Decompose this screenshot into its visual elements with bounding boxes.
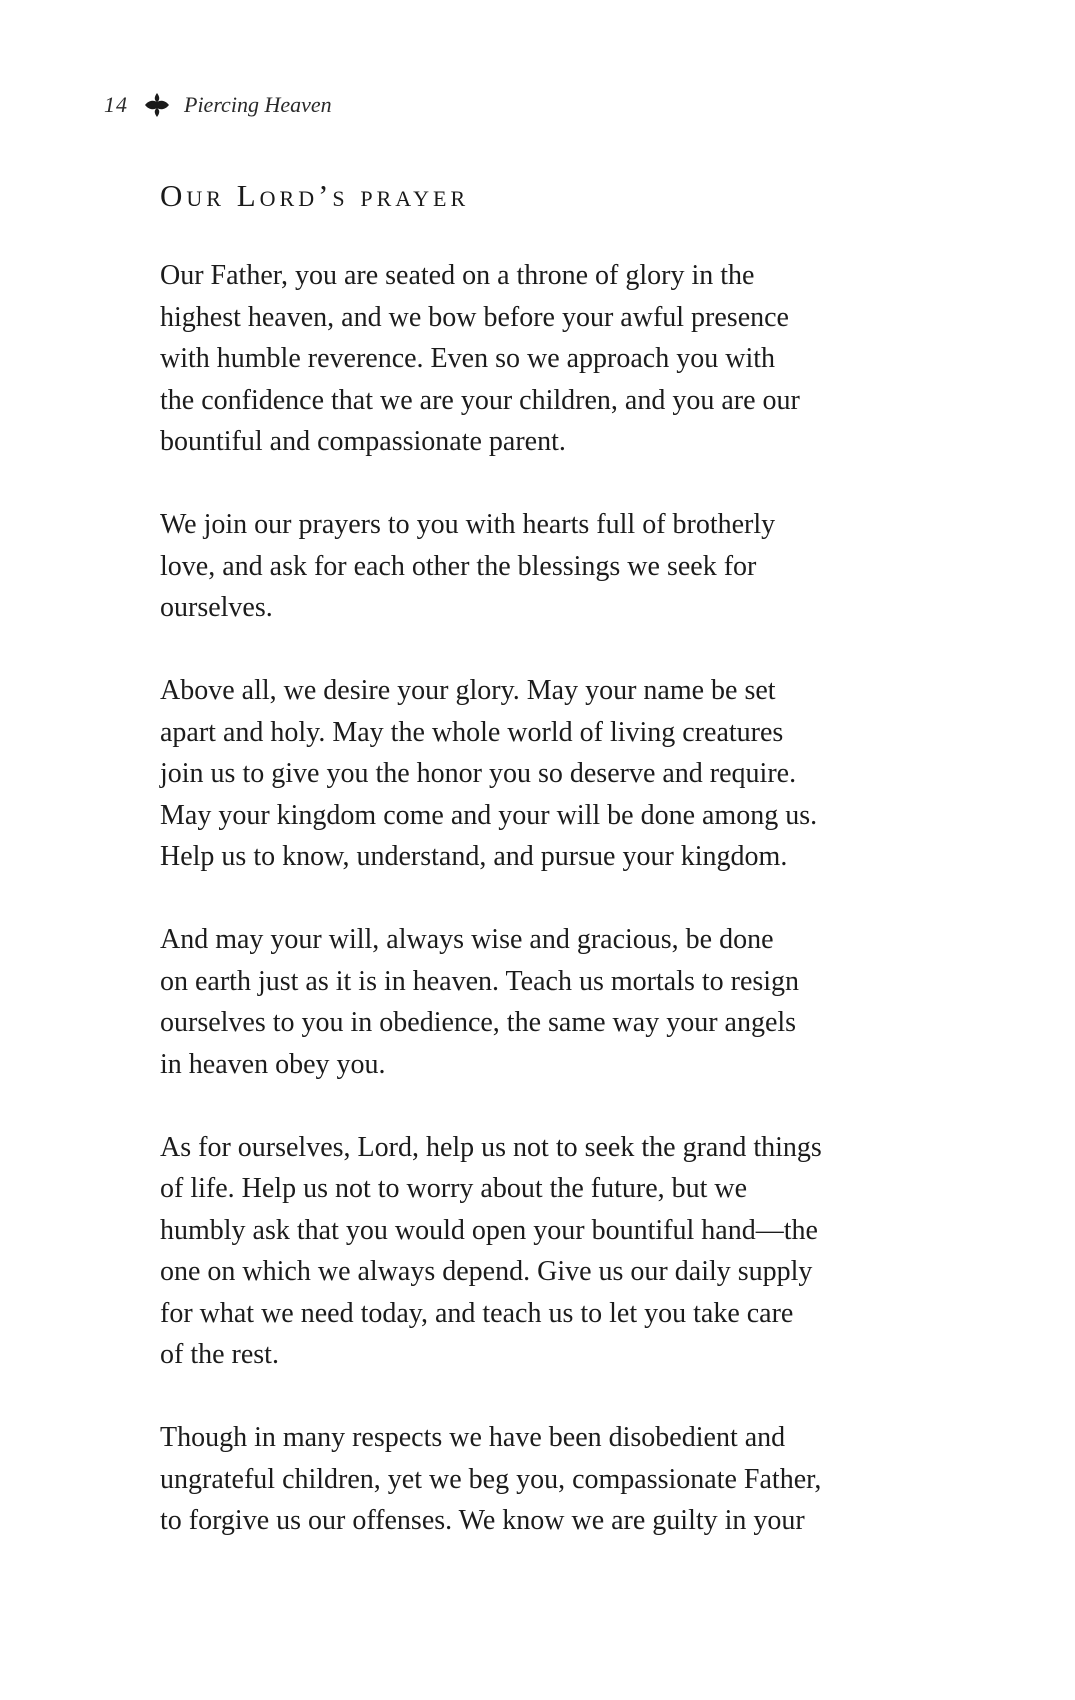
book-title: Piercing Heaven: [184, 92, 332, 117]
paragraph: Above all, we desire your glory. May your name be set apart and holy. May the whole world of living creatures join us to give you the honor you so deserve and require. May your kingdom come and your will be done among us. Help us to know, understand, and pursue your kingdom.: [160, 675, 818, 872]
body-text: [160, 255, 960, 1583]
paragraph: Our Father, you are seated on a throne of glory in the highest heaven, and we bow before your awful presence with humble reverence. Even so we approach you with the confidence that we are your children, and you are our bountiful and compassionate parent.: [160, 260, 800, 457]
page-number: 14: [104, 92, 128, 117]
cross-ornament-icon: [144, 92, 170, 118]
chapter-title: Our Lord’s prayer: [160, 178, 470, 213]
paragraph: Though in many respects we have been disobedient and ungrateful children, yet we beg you, compassionate Father, to forgive us our offenses. We know we are guilty in your: [160, 1422, 822, 1536]
paragraph: As for ourselves, Lord, help us not to seek the grand things of life. Help us not to worry about the future, but we humbly ask that you would open your bountiful hand—the one on which we always depend. Give us our daily supply for what we need today, and teach us to let you take care of the rest.: [160, 1131, 822, 1370]
paragraph: And may your will, always wise and gracious, be done on earth just as it is in heaven. Teach us mortals to resign ourselves to you in obedience, the same way your angels in heaven obey you.: [160, 924, 800, 1080]
running-head: [104, 90, 332, 120]
paragraph: We join our prayers to you with hearts full of brotherly love, and ask for each other the blessings we seek for ourselves.: [160, 509, 776, 623]
